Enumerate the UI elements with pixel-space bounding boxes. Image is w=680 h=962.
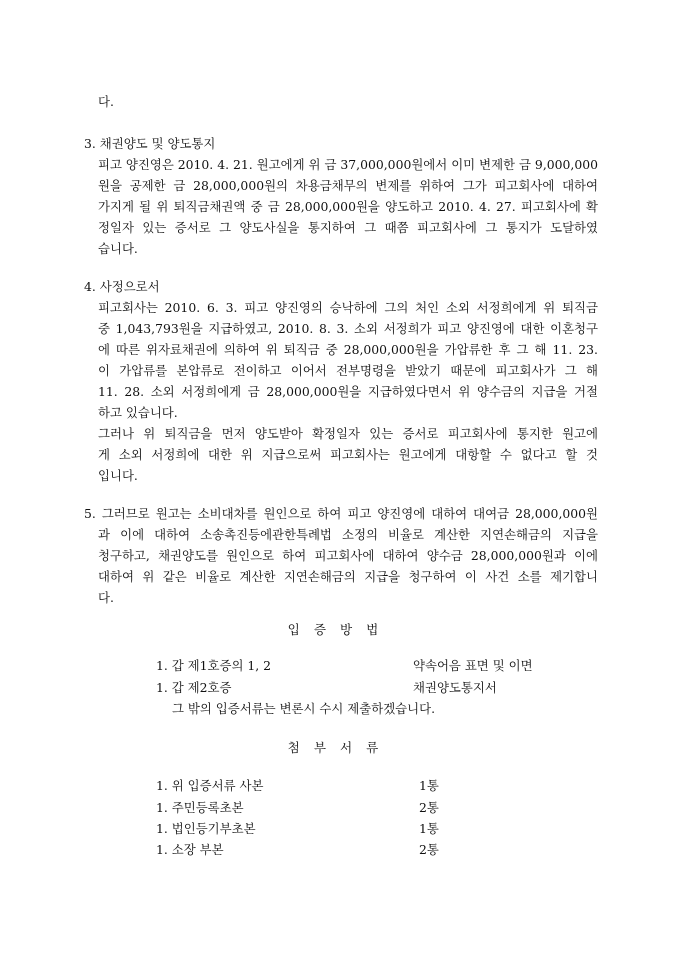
attachment-item-count: 2통	[419, 842, 439, 857]
section-4-line: 하고 있습니다.	[98, 405, 178, 420]
section-5-first-line: 5. 그러므로 원고는 소비대차를 원인으로 하여 피고 양진영에 대하여 대여금 28,000,000원	[84, 506, 598, 521]
section-4-heading: 4. 사정으로서	[84, 279, 160, 294]
section-4-line: 중 1,043,793원을 지급하였고, 2010. 8. 3. 소외 서정희가 피고 양진영에 대한 이혼청구	[98, 321, 598, 336]
section-4-line: 그러나 위 퇴직금을 먼저 양도받아 확정일자 있는 증서로 피고회사에 통지한 원고에	[98, 426, 598, 441]
section-3-line: 가지게 될 위 퇴직금채권액 중 금 28,000,000원을 양도하고 2010. 4. 27. 피고회사에 확	[98, 199, 598, 214]
section-5-line: 다.	[98, 590, 114, 605]
attachment-item-count: 2통	[419, 800, 439, 815]
intro-tail-text: 다.	[98, 94, 114, 109]
section-5-line: 과 이에 대하여 소송촉진등에관한특례법 소정의 비율로 계산한 지연손해금의 지급을	[98, 527, 598, 542]
section-5-line: 대하여 위 같은 비율로 계산한 지연손해금의 지급을 청구하여 이 사건 소를 제기합니	[98, 569, 598, 584]
evidence-item-desc: 약속어음 표면 및 이면	[413, 658, 533, 673]
evidence-item-desc: 채권양도통지서	[413, 680, 497, 695]
attachment-item-label: 1. 주민등록초본	[156, 800, 244, 815]
section-4-line: 피고회사는 2010. 6. 3. 피고 양진영의 승낙하에 그의 처인 소외 서정희에게 위 퇴직금	[98, 300, 598, 315]
section-5-line: 청구하고, 채권양도를 원인으로 하여 피고회사에 대하여 양수금 28,000,000원과 이에	[98, 548, 598, 563]
evidence-item-label: 1. 갑 제1호증의 1, 2	[156, 658, 272, 673]
attachment-item-label: 1. 소장 부본	[156, 842, 224, 857]
attachment-item-count: 1통	[419, 821, 439, 836]
section-3-line: 원을 공제한 금 28,000,000원의 차용금채무의 변제를 위하여 그가 피고회사에 대하여	[98, 178, 598, 193]
evidence-item-label: 1. 갑 제2호증	[156, 680, 232, 695]
section-4-line: 게 소외 서정희에 대한 위 지급으로써 피고회사는 원고에게 대항할 수 없다고 할 것	[98, 447, 598, 462]
section-3-heading: 3. 채권양도 및 양도통지	[84, 136, 216, 151]
section-3-line: 습니다.	[98, 241, 138, 256]
section-3-line: 정일자 있는 증서로 그 양도사실을 통지하여 그 때쯤 피고회사에 그 통지가 도달하였	[98, 220, 598, 235]
section-4-line: 입니다.	[98, 468, 138, 483]
attachment-item-label: 1. 위 입증서류 사본	[156, 778, 264, 793]
attachment-item-count: 1통	[419, 778, 439, 793]
evidence-title: 입증방법	[287, 622, 393, 637]
attachments-title: 첨부서류	[287, 740, 393, 755]
section-4-line: 이 가압류를 본압류로 전이하고 이어서 전부명령을 받았기 때문에 피고회사가 그 해	[98, 363, 598, 378]
evidence-note: 그 밖의 입증서류는 변론시 수시 제출하겠습니다.	[172, 701, 436, 716]
section-3-line: 피고 양진영은 2010. 4. 21. 원고에게 위 금 37,000,000원에서 이미 변제한 금 9,000,000	[98, 157, 598, 172]
section-4-line: 에 따른 위자료채권에 의하여 위 퇴직금 중 28,000,000원을 가압류한 후 그 해 11. 23.	[98, 342, 598, 357]
section-4-line: 11. 28. 소외 서정희에게 금 28,000,000원을 지급하였다면서 위 양수금의 지급을 거절	[98, 384, 598, 399]
attachment-item-label: 1. 법인등기부초본	[156, 821, 256, 836]
